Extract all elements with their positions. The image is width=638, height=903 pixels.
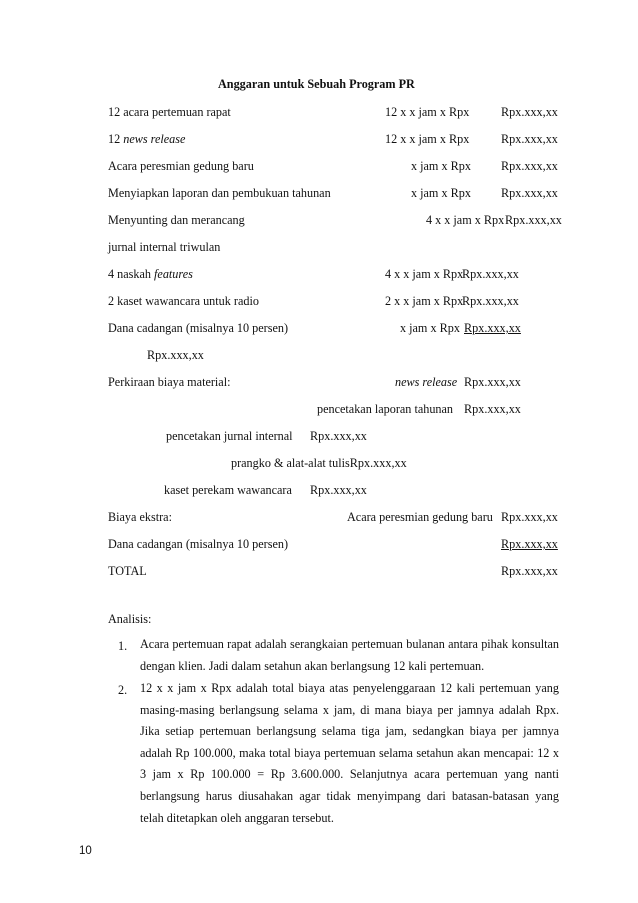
budget-item-formula: 4 x x jam x Rpx bbox=[385, 267, 464, 281]
budget-item-label: jurnal internal triwulan bbox=[108, 240, 221, 254]
budget-item-label: Menyunting dan merancang bbox=[108, 213, 245, 227]
total-amount: Rpx.xxx,xx bbox=[501, 564, 558, 578]
material-item: pencetakan jurnal internal bbox=[166, 429, 293, 443]
budget-item-amount: Rpx.xxx,xx bbox=[501, 132, 558, 146]
budget-item-amount: Rpx.xxx,xx bbox=[501, 105, 558, 119]
label-number: 4 naskah bbox=[108, 267, 151, 281]
budget-item-label bbox=[108, 268, 193, 280]
material-amount: Rpx.xxx,xx bbox=[349, 456, 407, 470]
budget-item-amount: Rpx.xxx,xx bbox=[501, 159, 558, 173]
budget-item-label: Dana cadangan (misalnya 10 persen) bbox=[108, 537, 289, 551]
material-row bbox=[231, 457, 407, 469]
material-amount: Rpx.xxx,xx bbox=[464, 402, 521, 416]
budget-item-amount: Rpx.xxx,xx bbox=[501, 186, 558, 200]
analysis-paragraph: Acara pertemuan rapat adalah serangkaian pertemuan bulanan antara pihak konsultan dengan klien. Jadi dalam setahun akan berlangsung 12 kali pertemuan. bbox=[140, 637, 559, 673]
label-emphasis: features bbox=[154, 267, 193, 281]
material-amount: Rpx.xxx,xx bbox=[310, 429, 367, 443]
material-item: kaset perekam wawancara bbox=[164, 483, 292, 497]
budget-item-label: Menyiapkan laporan dan pembukuan tahunan bbox=[108, 186, 331, 200]
subtotal-amount: Rpx.xxx,xx bbox=[147, 348, 204, 362]
label-number: 12 bbox=[108, 132, 121, 146]
budget-item-label: Perkiraan biaya material: bbox=[108, 375, 231, 389]
budget-item-amount: Rpx.xxx,xx bbox=[464, 321, 521, 335]
list-number: 1. bbox=[118, 639, 128, 653]
budget-item-amount: Rpx.xxx,xx bbox=[462, 267, 519, 281]
budget-item-formula: x jam x Rpx bbox=[400, 321, 460, 335]
budget-item-label: 12 acara pertemuan rapat bbox=[108, 105, 231, 119]
list-number: 2. bbox=[118, 683, 128, 697]
extra-amount: Rpx.xxx,xx bbox=[501, 510, 558, 524]
budget-item-formula: x jam x Rpx bbox=[411, 186, 471, 200]
document-title: Anggaran untuk Sebuah Program PR bbox=[218, 77, 415, 91]
page-number: 10 bbox=[79, 845, 92, 857]
budget-item-formula: 12 x x jam x Rpx bbox=[385, 132, 470, 146]
budget-item-amount: Rpx.xxx,xx bbox=[505, 213, 562, 227]
analysis-paragraph: 12 x x jam x Rpx adalah total biaya atas penyelenggaraan 12 kali pertemuan yang masing-masing berlangsung selama x jam, di mana biaya per jamnya adalah Rpx. Jika setiap pertemuan berlangsung selama tiga jam, sedangkan biaya per jamnya adalah Rp 100.000, maka total biaya pertemuan selama setahun akan mencapai: 12 x 3 jam x Rp 100.000 = Rp 3.600.000. Selanjutnya acara pertemuan yang nanti berlangsung harus diusahakan agar tidak menyimpang dari batasan-batasan yang telah ditetapkan oleh anggaran tersebut. bbox=[140, 681, 559, 825]
budget-item-amount: Rpx.xxx,xx bbox=[462, 294, 519, 308]
budget-item-label: Biaya ekstra: bbox=[108, 510, 172, 524]
material-item: pencetakan laporan tahunan bbox=[317, 402, 454, 416]
material-amount: Rpx.xxx,xx bbox=[464, 375, 521, 389]
extra-item: Acara peresmian gedung baru bbox=[347, 510, 493, 524]
total-label: TOTAL bbox=[108, 564, 147, 578]
budget-item-label: Acara peresmian gedung baru bbox=[108, 159, 254, 173]
budget-item-formula: 12 x x jam x Rpx bbox=[385, 105, 470, 119]
budget-item-label: Dana cadangan (misalnya 10 persen) bbox=[108, 321, 289, 335]
reserve-amount: Rpx.xxx,xx bbox=[501, 537, 558, 551]
material-item: prangko & alat-alat tulis bbox=[231, 456, 350, 470]
label-emphasis: news release bbox=[123, 132, 186, 146]
budget-item-formula: 2 x x jam x Rpx bbox=[385, 294, 464, 308]
budget-item-formula: x jam x Rpx bbox=[411, 159, 471, 173]
budget-item-label: 2 kaset wawancara untuk radio bbox=[108, 294, 259, 308]
budget-item-label bbox=[108, 133, 185, 145]
material-amount: Rpx.xxx,xx bbox=[310, 483, 367, 497]
analysis-heading: Analisis: bbox=[108, 612, 152, 626]
budget-item-formula: 4 x x jam x Rpx bbox=[426, 213, 505, 227]
material-item: news release bbox=[395, 375, 458, 389]
